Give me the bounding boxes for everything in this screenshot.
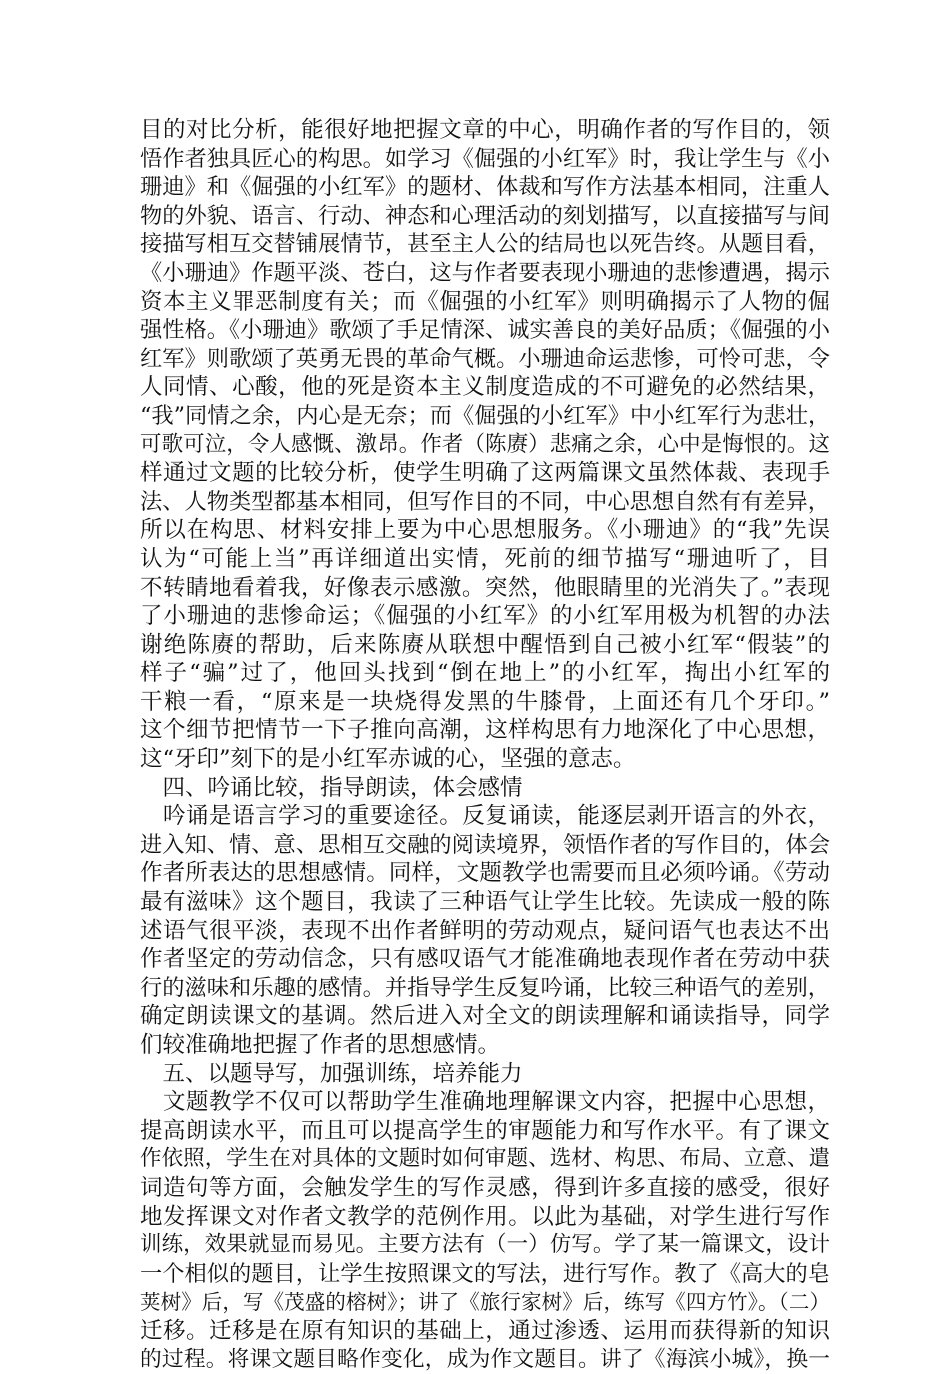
text-line: 这“牙印”刻下的是小红军赤诚的心，坚强的意志。 (140, 746, 636, 773)
text-line: 述语气很平淡，表现不出作者鲜明的劳动观点，疑问语气也表达不出 (140, 917, 830, 944)
text-line: 作者所表达的思想感情。同样，文题教学也需要而且必须吟诵。《劳动 (140, 860, 830, 887)
text-line: 资本主义罪恶制度有关；而《倔强的小红军》则明确揭示了人物的倔 (140, 288, 830, 315)
text-line: 地发挥课文对作者文教学的范例作用。以此为基础，对学生进行写作 (140, 1203, 830, 1230)
text-line: 珊迪》和《倔强的小红军》的题材、体裁和写作方法基本相同，注重人 (140, 174, 830, 201)
text-line: 可歌可泣，令人感慨、激昂。作者（陈赓）悲痛之余，心中是悔恨的。这 (140, 431, 830, 457)
text-line: 目的对比分析，能很好地把握文章的中心，明确作者的写作目的，领 (140, 117, 830, 143)
text-line: 《小珊迪》作题平淡、苍白，这与作者要表现小珊迪的悲惨遭遇，揭示 (140, 259, 830, 286)
text-line: 四、吟诵比较，指导朗读，体会感情 (140, 774, 523, 801)
text-line: 吟诵是语言学习的重要途径。反复诵读，能逐层剥开语言的外衣， (140, 803, 830, 830)
text-line: 所以在构思、材料安排上要为中心思想服务。《小珊迪》的“我”先误 (140, 517, 830, 544)
text-line: 最有滋味》这个题目，我读了三种语气让学生比较。先读成一般的陈 (140, 889, 830, 916)
text-line: 样通过文题的比较分析，使学生明确了这两篇课文虽然体裁、表现手 (140, 460, 830, 487)
text-line: 的过程。将课文题目略作变化，成为作文题目。讲了《海滨小城》，换一 (140, 1346, 830, 1372)
text-line: 红军》则歌颂了英勇无畏的革命气概。小珊迪命运悲惨，可怜可悲，令 (140, 345, 830, 372)
text-line: 干粮一看，“原来是一块烧得发黑的牛膝骨，上面还有几个牙印。” (140, 688, 830, 715)
text-line: 迁移。迁移是在原有知识的基础上，通过渗透、运用而获得新的知识 (140, 1317, 830, 1344)
text-line: 接描写相互交替铺展情节，甚至主人公的结局也以死告终。从题目看， (140, 231, 830, 258)
text-line: 谢绝陈赓的帮助，后来陈赓从联想中醒悟到自己被小红军“假装”的 (140, 631, 830, 658)
text-line: 提高朗读水平，而且可以提高学生的审题能力和写作水平。有了课文 (140, 1117, 830, 1144)
text-line: 训练，效果就显而易见。主要方法有（一）仿写。学了某一篇课文，设计 (140, 1232, 830, 1258)
text-line: 作依照，学生在对具体的文题时如何审题、选材、构思、布局、立意、遣 (140, 1146, 830, 1172)
text-line: 物的外貌、语言、行动、神态和心理活动的刻划描写，以直接描写与间 (140, 202, 830, 229)
text-line: 荚树》后，写《茂盛的榕树》；讲了《旅行家树》后，练写《四方竹》。（二） (140, 1290, 830, 1315)
text-line: 人同情、心酸，他的死是资本主义制度造成的不可避免的必然结果， (140, 374, 830, 401)
text-line: 行的滋味和乐趣的感情。并指导学生反复吟诵，比较三种语气的差别， (140, 974, 830, 1001)
text-line: 法、人物类型都基本相同，但写作目的不同，中心思想自然有有差异， (140, 488, 830, 515)
text-line: “我”同情之余，内心是无奈；而《倔强的小红军》中小红军行为悲壮， (140, 402, 830, 429)
text-line: 强性格。《小珊迪》歌颂了手足情深、诚实善良的美好品质；《倔强的小 (140, 317, 830, 344)
text-line: 五、以题导写，加强训练，培养能力 (140, 1060, 523, 1087)
text-line: 不转睛地看着我，好像表示感激。突然，他眼睛里的光消失了。”表现 (140, 574, 830, 601)
text-line: 这个细节把情节一下子推向高潮，这样构思有力地深化了中心思想， (140, 717, 830, 744)
text-line: 确定朗读课文的基调。然后进入对全文的朗读理解和诵读指导，同学 (140, 1003, 830, 1030)
text-line: 进入知、情、意、思相互交融的阅读境界，领悟作者的写作目的，体会 (140, 831, 830, 858)
text-line: 一个相似的题目，让学生按照课文的写法，进行写作。教了《高大的皂 (140, 1260, 830, 1287)
text-line: 词造句等方面，会触发学生的写作灵感，得到许多直接的感受，很好 (140, 1174, 830, 1201)
text-line: 悟作者独具匠心的构思。如学习《倔强的小红军》时，我让学生与《小 (140, 145, 830, 172)
body-text (140, 116, 830, 1374)
text-line: 认为“可能上当”再详细道出实情，死前的细节描写“珊迪听了，目 (140, 545, 830, 572)
text-line: 了小珊迪的悲惨命运；《倔强的小红军》的小红军用极为机智的办法 (140, 603, 830, 630)
text-line: 们较准确地把握了作者的思想感情。 (140, 1032, 501, 1058)
text-line: 样子“骗”过了，他回头找到“倒在地上”的小红军，掏出小红军的 (140, 660, 830, 687)
text-line: 作者坚定的劳动信念，只有感叹语气才能准确地表现作者在劳动中获 (140, 946, 830, 973)
text-line: 文题教学不仅可以帮助学生准确地理解课文内容，把握中心思想， (140, 1089, 830, 1116)
